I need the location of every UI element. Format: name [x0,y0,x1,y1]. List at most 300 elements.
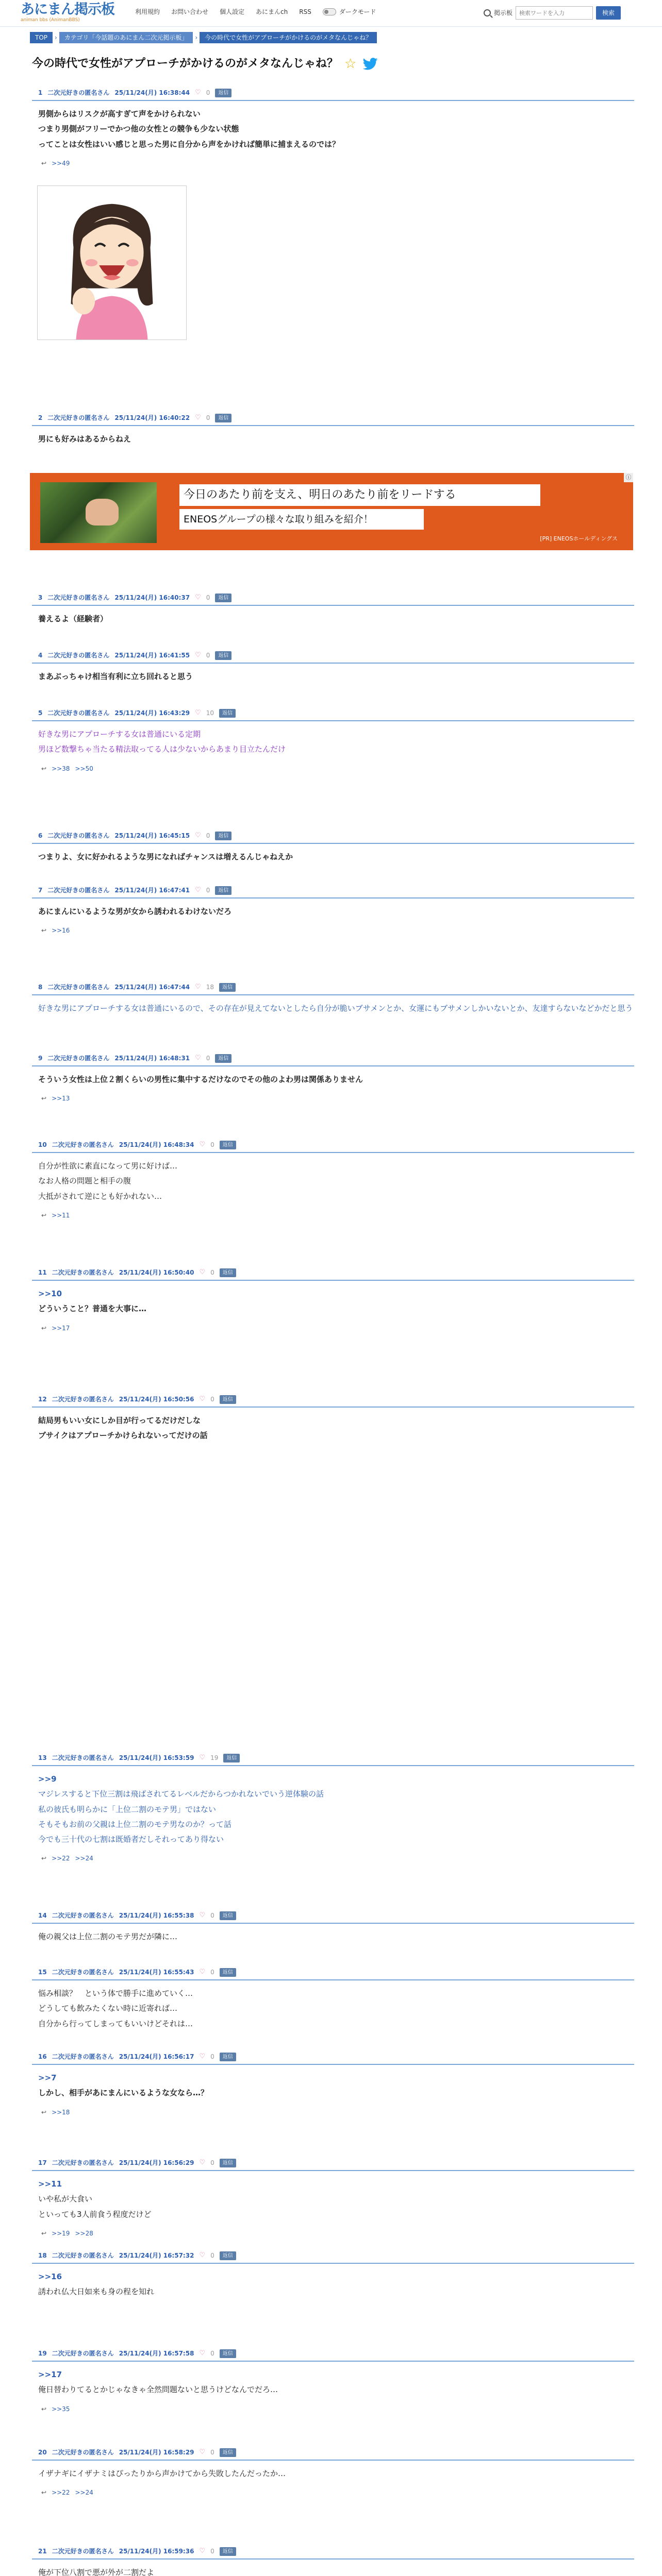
reply-link[interactable]: >>13 [52,1095,70,1103]
post-body [32,899,634,918]
post-number[interactable]: 17 [38,2159,47,2167]
post-header [32,2546,634,2560]
post-header [32,2348,634,2362]
post-body [32,1408,634,1442]
post-line: つまり男側がフリーでかつ他の女性との競争も少ない状態 [38,124,239,134]
heart-icon[interactable]: ♡ [195,886,201,894]
post-line: 好きな男にアプローチする女は普通にいる定期 [38,730,201,739]
site-logo[interactable] [21,2,114,23]
post-line: 結局男もいい女にしか目が行ってるだけだしな [38,1416,201,1425]
post [32,2348,634,2414]
reply-link[interactable]: >>24 [75,1855,93,1862]
like-count: 0 [210,2449,214,2456]
heart-icon[interactable]: ♡ [199,1268,206,1277]
post-date: 25/11/24(月) 16:50:40 [119,1269,194,1277]
reply-arrow-icon: ↩ [41,2229,47,2237]
like-count: 0 [210,2548,214,2555]
heart-icon[interactable]: ♡ [199,1395,206,1403]
reply-link[interactable]: >>11 [52,1211,70,1219]
post-body [32,995,634,1014]
like-count: 0 [206,887,210,894]
search-icon [484,9,491,16]
reply-link[interactable]: >>35 [52,2405,70,2413]
reply-button[interactable]: 返信 [220,2251,236,2261]
post-number[interactable]: 18 [38,2252,47,2260]
post-line: しかし、相手があにまんにいるような女なら…？ [38,2088,209,2098]
like-count: 10 [206,709,214,717]
post-line: 養えるよ（経験者） [38,614,108,623]
post-line: 自分が性欲に素直になって男に好けば… [38,1161,178,1171]
poster-name: 二次元好きの匿名さん [47,89,110,97]
reply-button[interactable]: 返信 [215,594,231,603]
heart-icon[interactable]: ♡ [199,1141,206,1149]
post-line: いや私が大食い [38,2194,93,2204]
post-number[interactable]: 19 [38,2350,47,2358]
reply-link[interactable]: >>38 [52,765,70,772]
reply-links [32,1318,634,1333]
reply-link[interactable]: >>22 [52,2489,70,2497]
reply-links [32,1206,634,1221]
reply-arrow-icon: ↩ [41,159,47,167]
reply-arrow-icon: ↩ [41,2489,47,2497]
post-date: 25/11/24(月) 16:55:38 [119,1912,194,1920]
nav-settings[interactable]: 個人設定 [220,8,245,15]
post-date: 25/11/24(月) 16:50:56 [119,1396,194,1403]
post-body [32,2560,634,2576]
like-count: 0 [210,1912,214,1920]
post-number[interactable]: 16 [38,2053,47,2061]
post-date: 25/11/24(月) 16:48:31 [114,1055,190,1062]
post [32,650,634,686]
post-line[interactable]: >>9 [38,1774,57,1784]
reply-links [32,2103,634,2117]
post [32,2447,634,2498]
reply-links [32,759,634,774]
post-line: そういう女性は上位２割くらいの男性に集中するだけなのでその他のよわ男は関係ありません [38,1075,363,1084]
post-body [32,2171,634,2221]
post-header [32,2447,634,2461]
nav-rss[interactable]: RSS [299,8,311,15]
post [32,708,634,773]
reply-arrow-icon: ↩ [41,1095,47,1103]
reply-button[interactable]: 返信 [220,2159,236,2168]
post-body [32,2461,634,2480]
poster-name: 二次元好きの匿名さん [47,652,110,659]
reply-button[interactable]: 返信 [220,1911,236,1921]
post-date: 25/11/24(月) 16:41:55 [114,652,190,659]
post-line: 俺日替わりてるとかじゃなきゃ全然問題ないと思うけどなんでだろ… [38,2385,278,2395]
reply-link[interactable]: >>19 [52,2229,70,2237]
post-date: 25/11/24(月) 16:57:58 [119,2350,194,2358]
post-number[interactable]: 11 [38,1269,47,1277]
reply-arrow-icon: ↩ [41,1211,47,1219]
heart-icon[interactable]: ♡ [195,89,201,97]
reply-button[interactable]: 返信 [219,709,236,718]
heart-icon[interactable]: ♡ [199,1911,206,1920]
post [32,1394,634,1445]
like-count: 0 [210,1141,214,1149]
post-line: ってことは女性はいい感じと思った男に自分から声をかければ簡単に捕まえるのでは？ [38,139,340,149]
post-body [32,2264,634,2298]
poster-name: 二次元好きの匿名さん [52,1969,114,1976]
post-body [32,844,634,863]
breadcrumb-category[interactable]: カテゴリ「今話題のあにまん二次元掲示板」 [59,32,193,43]
dark-mode-label: ダークモード [339,8,376,15]
reply-links [32,1849,634,1863]
post-line: 誘われ仏大日如来も身の程を知れ [38,2287,155,2297]
heart-icon[interactable]: ♡ [195,651,201,659]
post-line: といっても3人前食う程度だけど [38,2209,152,2219]
post-number[interactable]: 15 [38,1969,47,1976]
post-line: マジレスすると下位三割は飛ばされてるレベルだからつかれないでいう逆体験の話 [38,1789,324,1799]
ad-subline: ENEOSグループの様々な取り組みを紹介！ [179,509,424,530]
post-body [32,101,634,150]
post-date: 25/11/24(月) 16:47:41 [114,887,190,894]
breadcrumb-thread[interactable]: 今の時代で女性がアプローチがかけるのがメタなんじゃね？ [200,32,377,43]
post-body [32,606,634,625]
post-number[interactable]: 2 [38,414,43,422]
heart-icon[interactable]: ♡ [199,2349,206,2358]
ad-sponsor: [PR] ENEOSホールディングス [540,535,618,542]
search-input[interactable] [516,6,593,20]
post [32,1910,634,1946]
post-line: 大抵がされて逆にとも好かれない… [38,1191,162,1201]
post [32,2052,634,2117]
reply-links [32,2224,634,2239]
post-date: 25/11/24(月) 16:53:59 [119,1754,194,1762]
nav-contact[interactable]: お問い合わせ [171,8,209,15]
post-body [32,426,634,445]
like-count: 0 [210,2350,214,2358]
post-header [32,708,634,721]
post [32,1140,634,1220]
like-count: 0 [206,89,210,97]
like-count: 0 [210,2252,214,2260]
post [32,831,634,866]
reply-link[interactable]: >>28 [75,2229,93,2237]
post-illustration-woman-laughing [37,185,187,340]
like-count: 0 [210,1396,214,1403]
poster-name: 二次元好きの匿名さん [47,832,110,840]
logo-title: あにまん掲示板 [21,2,114,18]
post-line: 俺が下位八割で悪が外が二割だよ [38,2568,155,2576]
page-title: 今の時代で女性がアプローチがかけるのがメタなんじゃね？ [32,57,339,71]
post-header [32,1267,634,1281]
post-body [32,2065,634,2099]
reply-button[interactable]: 返信 [215,832,231,841]
like-count: 19 [210,1754,219,1762]
reply-arrow-icon: ↩ [41,765,47,772]
post-line: 私の彼氏も明らかに「上位二割のモテ男」ではない [38,1804,217,1814]
search-scope-label[interactable]: 掲示板 [494,9,513,16]
post-line: あにまんにいるような男が女から誘われるわけないだろ [38,907,232,916]
site-header [0,0,662,27]
reply-button[interactable]: 返信 [215,886,231,895]
post [32,413,634,448]
post-date: 25/11/24(月) 16:48:34 [119,1141,194,1149]
post-line: 俺の親父は上位二割のモテ男だが隣に… [38,1932,178,1941]
post-date: 25/11/24(月) 16:56:29 [119,2159,194,2167]
post-body [32,1066,634,1086]
post-header [32,592,634,606]
reply-links [32,2399,634,2414]
heart-icon[interactable]: ♡ [199,2053,206,2061]
like-count: 0 [210,1269,214,1277]
post-body [32,1766,634,1845]
reply-button[interactable]: 返信 [215,89,231,98]
post-number[interactable]: 7 [38,887,43,894]
heart-icon[interactable]: ♡ [199,1968,206,1976]
reply-button[interactable]: 返信 [223,1754,240,1763]
post-date: 25/11/24(月) 16:40:22 [114,414,190,422]
post-line: どうしても飲みたくない時に近寄れば… [38,2004,178,2013]
post-number[interactable]: 9 [38,1055,43,1062]
poster-name: 二次元好きの匿名さん [52,1269,114,1277]
post-header [32,1053,634,1066]
poster-name: 二次元好きの匿名さん [52,2449,114,2456]
reply-button[interactable]: 返信 [215,1054,231,1063]
post-date: 25/11/24(月) 16:57:32 [119,2252,194,2260]
poster-name: 二次元好きの匿名さん [52,1396,114,1403]
ad-headline: 今日のあたり前を支え、明日のあたり前をリードする [179,484,540,506]
reply-links [32,1089,634,1104]
post-body [32,721,634,756]
heart-icon[interactable]: ♡ [195,832,201,840]
ad-hands-illustration [86,499,119,526]
like-count: 0 [206,414,210,422]
post-date: 25/11/24(月) 16:38:44 [114,89,190,97]
post-header [32,413,634,426]
post-line[interactable]: >>16 [38,2272,62,2281]
like-count: 0 [210,1969,214,1976]
chevron-right-icon: › [55,33,57,41]
heart-icon[interactable]: ♡ [195,414,201,422]
post-number[interactable]: 5 [38,709,43,717]
reply-link[interactable]: >>49 [52,159,70,167]
post-number[interactable]: 3 [38,594,43,602]
like-count: 0 [206,1055,210,1062]
breadcrumb [30,32,377,43]
poster-name: 二次元好きの匿名さん [52,2053,114,2061]
reply-links [32,2483,634,2498]
post [32,982,634,1018]
post-header [32,2250,634,2264]
reply-arrow-icon: ↩ [41,1855,47,1862]
dark-mode-toggle[interactable] [323,7,376,17]
post-line: ブサイクはアプローチかけられないってだけの話 [38,1431,208,1440]
post-line: 男にも好みはあるからねえ [38,434,131,444]
heart-icon[interactable]: ♡ [199,2547,206,2555]
like-count: 0 [206,832,210,840]
post-body [32,2362,634,2396]
heart-icon[interactable]: ♡ [195,983,201,991]
nav-animanch[interactable]: あにまんch [256,8,288,15]
poster-name: 二次元好きの匿名さん [52,2252,114,2260]
post-header [32,1394,634,1408]
search-area [484,6,621,20]
post [32,885,634,936]
reply-link[interactable]: >>16 [52,927,70,935]
like-count: 0 [206,594,210,602]
heart-icon[interactable]: ♡ [195,1054,201,1062]
reply-link[interactable]: >>18 [52,2108,70,2116]
reply-button[interactable]: 返信 [220,2448,236,2458]
search-button[interactable]: 検索 [596,6,621,20]
post-header [32,2052,634,2065]
twitter-share-icon[interactable] [362,58,378,70]
post-header [32,885,634,899]
reply-button[interactable]: 返信 [220,2547,236,2556]
post-body [32,1153,634,1202]
reply-button[interactable]: 返信 [220,1141,236,1150]
post-header [32,1967,634,1980]
reply-arrow-icon: ↩ [41,927,47,935]
post-line[interactable]: >>17 [38,2370,62,2379]
post-line: 男ほど数撃ちゃ当たる精法取ってる人は少ないからあまり目立たんだけ [38,744,286,754]
post-line: まあぶっちゃけ相当有利に立ち回れると思う [38,672,193,681]
post-date: 25/11/24(月) 16:43:29 [114,709,190,717]
post-body [32,664,634,683]
post-date: 25/11/24(月) 16:56:17 [119,2053,194,2061]
reply-link[interactable]: >>24 [75,2489,93,2497]
post-line[interactable]: >>7 [38,2073,57,2082]
post-header [32,1910,634,1924]
reply-links [32,921,634,936]
reply-link[interactable]: >>50 [75,765,93,772]
post-number[interactable]: 4 [38,652,43,659]
like-count: 0 [206,652,210,659]
poster-name: 二次元好きの匿名さん [52,2350,114,2358]
post-line: そもそもお前の父親は上位二割のモテ男なのか？って話 [38,1819,232,1829]
post-body [32,1281,634,1315]
post [32,1053,634,1104]
ad-info-icon[interactable]: ⓘ [624,473,633,482]
post-line[interactable]: >>10 [38,1289,62,1298]
post-number[interactable]: 20 [38,2449,47,2456]
like-count: 0 [210,2053,214,2061]
post-header [32,831,634,844]
reply-button[interactable]: 返信 [215,651,231,660]
post-line: どういうこと？普通を大事に… [38,1304,147,1314]
post-date: 25/11/24(月) 16:55:43 [119,1969,194,1976]
post-number[interactable]: 8 [38,984,43,991]
post-header [32,1140,634,1153]
post-date: 25/11/24(月) 16:58:29 [119,2449,194,2456]
poster-name: 二次元好きの匿名さん [52,2548,114,2555]
reply-button[interactable]: 返信 [220,1268,236,1278]
post-line: 男側からはリスクが高すぎて声をかけられない [38,109,201,118]
post-line: 今でも三十代の七割は既婚者だしそれってあり得ない [38,1835,224,1844]
heart-icon[interactable]: ♡ [199,1754,206,1762]
post-header [32,1753,634,1766]
nav-terms[interactable]: 利用規約 [135,8,160,15]
reply-arrow-icon: ↩ [41,2405,47,2413]
toggle-switch-icon[interactable] [323,8,336,15]
reply-button[interactable]: 返信 [220,2349,236,2359]
post-body [32,1924,634,1943]
poster-name: 二次元好きの匿名さん [47,594,110,602]
post-number[interactable]: 21 [38,2548,47,2555]
poster-name: 二次元好きの匿名さん [52,1754,114,1762]
reply-button[interactable]: 返信 [215,414,231,423]
post-line: つまりよ、女に好かれるような男になればチャンスは増えるんじゃねえか [38,852,293,861]
post-line: 悩み相談？ という体で勝手に進めていく… [38,1989,193,1998]
post [32,1967,634,2033]
reply-button[interactable]: 返信 [220,1395,236,1404]
reply-button[interactable]: 返信 [219,983,236,992]
poster-name: 二次元好きの匿名さん [47,709,110,717]
heart-icon[interactable]: ♡ [195,594,201,602]
post-header [32,982,634,995]
heart-icon[interactable]: ♡ [195,709,201,717]
post [32,592,634,628]
thread-title-row [32,54,378,74]
poster-name: 二次元好きの匿名さん [52,2159,114,2167]
like-count: 0 [210,2159,214,2167]
post-line[interactable]: >>11 [38,2179,62,2189]
post-date: 25/11/24(月) 16:59:36 [119,2548,194,2555]
post-number[interactable]: 10 [38,1141,47,1149]
post-number[interactable]: 13 [38,1754,47,1762]
heart-icon[interactable]: ♡ [199,2159,206,2167]
ad-image [40,482,157,543]
like-count: 18 [206,984,214,991]
post-date: 25/11/24(月) 16:47:44 [114,984,190,991]
post-number[interactable]: 12 [38,1396,47,1403]
post-line: イザナギにイザナミはぴったりから声かけてから失敗したんだったか… [38,2469,286,2478]
poster-name: 二次元好きの匿名さん [47,984,110,991]
reply-button[interactable]: 返信 [220,1968,236,1977]
breadcrumb-top[interactable]: TOP [30,32,53,43]
post-body [32,1980,634,2030]
reply-links [32,154,634,168]
post [32,2546,634,2576]
reply-button[interactable]: 返信 [220,2053,236,2062]
post [32,1753,634,1863]
reply-link[interactable]: >>22 [52,1855,70,1862]
reply-arrow-icon: ↩ [41,1324,47,1332]
reply-arrow-icon: ↩ [41,2108,47,2116]
post-date: 25/11/24(月) 16:45:15 [114,832,190,840]
post-header [32,650,634,664]
post-line: 好きな男にアプローチする女は普通にいるので、その存在が見えてないとしたら自分が脆いブサメンとか、女運にもブサメンしかいないとか、友達すらないなどかだと思う [38,1004,633,1013]
post-header [32,88,634,101]
post-line: なお人格の問題と相手の腹 [38,1176,131,1186]
post [32,1267,634,1333]
post-header [32,2158,634,2171]
post-number[interactable]: 14 [38,1912,47,1920]
reply-link[interactable]: >>17 [52,1324,70,1332]
post [32,2250,634,2301]
post-number[interactable]: 6 [38,832,43,840]
header-nav [135,7,376,17]
favorite-star-icon[interactable]: ☆ [344,56,357,72]
logo-subtitle: animan bbs (AnimanBBS) [21,18,80,23]
poster-name: 二次元好きの匿名さん [52,1141,114,1149]
post-date: 25/11/24(月) 16:40:37 [114,594,190,602]
chevron-right-icon: › [195,33,198,41]
post-line: 自分から行ってしまってもいいけどそれは… [38,2019,193,2028]
poster-name: 二次元好きの匿名さん [47,414,110,422]
post-number[interactable]: 1 [38,89,43,97]
heart-icon[interactable]: ♡ [199,2448,206,2456]
post [32,88,634,168]
heart-icon[interactable]: ♡ [199,2251,206,2260]
poster-name: 二次元好きの匿名さん [52,1912,114,1920]
poster-name: 二次元好きの匿名さん [47,887,110,894]
post [32,2158,634,2238]
advertisement-banner[interactable] [30,473,633,550]
